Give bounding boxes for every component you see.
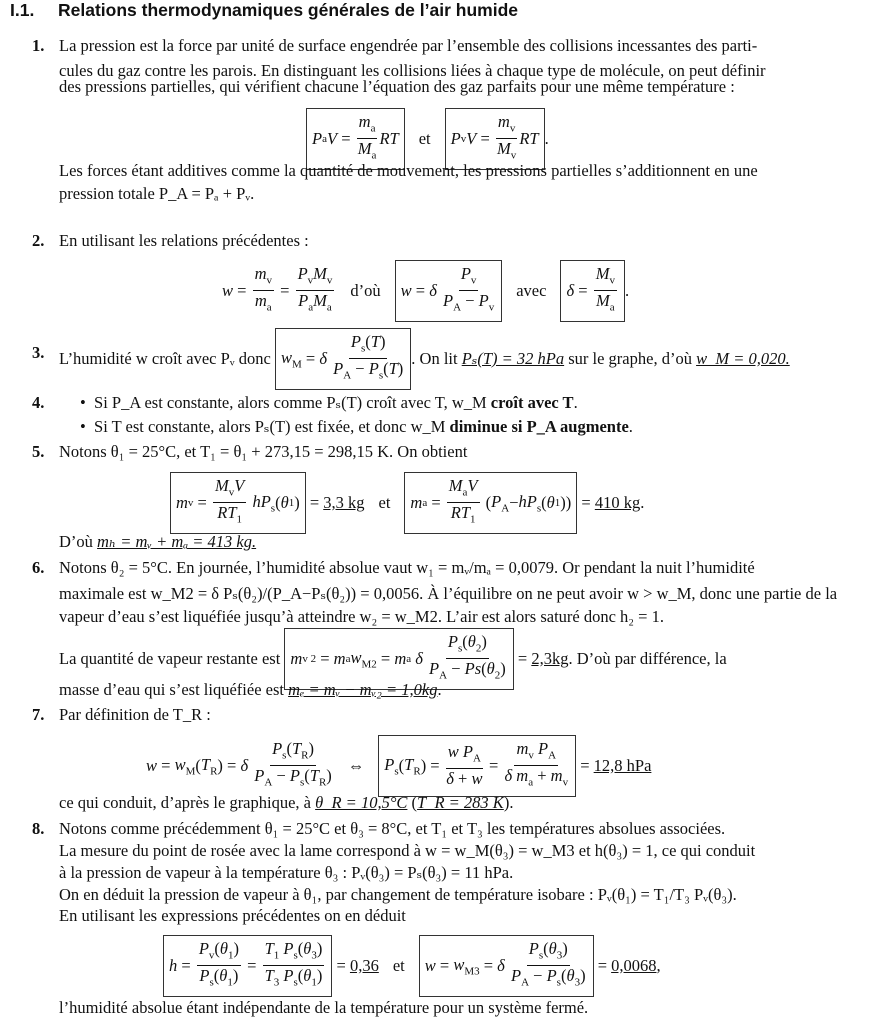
ma-result: 410 kg: [594, 492, 641, 512]
equation-box-air: P a V = $\frac{m_a}{M_a}$ RT: [306, 108, 405, 170]
equation-box-delta: δ = $\frac{M_v}{M_a}$: [560, 260, 624, 322]
item-number-5: 5.: [32, 442, 45, 461]
item-number-3: 3.: [32, 343, 45, 362]
equation-box-wm: $w_M$ = δ $\frac{P_s(T)}{P_A - P_s(T)}$: [275, 328, 411, 390]
wm-result: w_M = 0,020.: [696, 348, 790, 368]
item4-bullet1: • Si P_A est constante, alors comme Pₛ(T) croît avec T, w_M croît avec T.: [80, 393, 578, 412]
item-number-2: 2.: [32, 231, 45, 250]
item1-line2: cules du gaz contre les parois. En distinguant les collisions liées à chaque type de molécule, on peut définir: [59, 61, 766, 80]
me-result: mₑ = mᵥ − mᵥ₂ = 1,0kg: [288, 680, 438, 699]
item-number-4: 4.: [32, 393, 45, 412]
item8-line2: La mesure du point de rosée avec la lame correspond à w = w_M(θ₃) = w_M3 et h(θ₃) = 1, ce qui conduit: [59, 841, 756, 860]
equation-box-vapor: P v V = $\frac{m_v}{M_v}$ RT: [445, 108, 545, 170]
dew-point-equation: w = $w_M$ ( $T_R$ ) = δ $\frac{P_s(T_R)}{P_A - P_s(T_R)}$ ⇔ $P_s$ ( $T_R$ ) = $\frac{w P_A}{\delta + w}$ = $\frac{m_v P_A}{\delta m_a + m_v}$ = 12,8 hPa: [146, 735, 651, 797]
bullet1-text: Si P_A est constante, alors comme Pₛ(T) croît avec T, w_M: [94, 393, 487, 412]
mass-equations: m v = $\frac{M_vV}{RT_1}$ $hP_s$ ( θ 1 ) = 3,3 kg et m a = $\frac{M_aV}{RT_1}$ ( $P_A$ − $hP_s$ ( θ 1 )) = 410 kg .: [170, 472, 644, 534]
item-number-7: 7.: [32, 705, 45, 724]
bullet1-post: .: [573, 393, 578, 412]
mv-result: 3,3 kg: [323, 492, 365, 512]
equation-box-w: w = δ $\frac{P_v}{P_A - P_v}$: [395, 260, 503, 322]
ps-tr-result: 12,8 hPa: [593, 755, 652, 775]
item4-bullet2: • Si T est constante, alors Pₛ(T) est fixée, et donc w_M diminue si P_A augmente.: [80, 417, 633, 436]
bullet1-bold: croît avec T: [490, 393, 574, 412]
item1-line3: [59, 76, 735, 98]
item-number-6: 6.: [32, 558, 45, 577]
item7-line1: Par définition de T_R :: [59, 705, 211, 724]
after-text: ce qui conduit, d’après le graphique, à: [59, 793, 311, 812]
item3-line: [59, 328, 790, 390]
eq-separator: et: [378, 492, 391, 512]
item6-line1: Notons θ₂ = 5°C. En journée, l’humidité absolue vaut w₁ = mᵥ/mₐ = 0,0079. Or pendant la nuit l’humidité: [59, 558, 755, 577]
avec-text: avec: [516, 280, 547, 300]
bullet2-text: Si T est constante, alors Pₛ(T) est fixée, et donc w_M: [94, 417, 446, 436]
item7-after: ce qui conduit, d’après le graphique, à θ_R = 10,5°C (T_R = 283 K).: [59, 793, 514, 812]
section-title: Relations thermodynamiques générales de l’air humide: [58, 0, 518, 20]
t-r-result: T_R = 283 K: [417, 793, 504, 812]
dou-text: D’où: [59, 532, 93, 551]
item6-line2: maximale est w_M2 = δ Pₛ(θ₂)/(P_A−Pₛ(θ₂)) = 0,0056. À l’équilibre on ne peut avoir w > w_M, donc une partie de la: [59, 584, 838, 603]
equation-box-ps-tr: $P_s$ ( $T_R$ ) = $\frac{w P_A}{\delta + w}$ = $\frac{m_v P_A}{\delta m_a + m_v}$: [378, 735, 576, 797]
bullet2-post: .: [628, 417, 633, 436]
item8-last: l’humidité absolue étant indépendante de la température pour un système fermé.: [59, 998, 589, 1017]
w-result: 0,0068: [611, 955, 657, 975]
rest-post: . D’où par différence, la: [568, 648, 727, 668]
item6-rest: La quantité de vapeur restante est m v 2 = m a $w_{M2}$ = m a δ $\frac{P_s(\theta_2)}{P_A - Ps(\theta_2)}$ = 2,3kg . D’où par différence, la: [59, 628, 727, 690]
bullet2-bold: diminue si P_A augmente: [449, 417, 629, 436]
item-number-1: 1.: [32, 36, 45, 55]
item1-after1: Les forces étant additives comme la quantité de mouvement, les pressions partielles s’additionnent en une: [59, 161, 758, 180]
item8-line4: On en déduit la pression de vapeur à θ₁, par changement de température isobare : Pᵥ(θ₁) = T₁/T₃ Pᵥ(θ₃).: [59, 885, 737, 904]
equation-box-wm3: w = $w_{M3}$ = δ $\frac{P_s(\theta_3)}{P_A - P_s(\theta_3)}$: [419, 935, 594, 997]
item3-text-b: . On lit: [411, 348, 458, 368]
rest-text: La quantité de vapeur restante est: [59, 648, 281, 668]
item1-line3-text: des pressions partielles, qui vérifient chacune l’équation des gaz parfaits pour une même température :: [59, 77, 735, 96]
item8-line3: à la pression de vapeur à la température θ₃ : Pᵥ(θ₃) = Pₛ(θ₃) = 11 hPa.: [59, 863, 514, 882]
eq-separator: et: [392, 955, 405, 975]
dou-text: d’où: [350, 280, 381, 300]
item-number-8: 8.: [32, 819, 45, 838]
equation-box-mv2: m v 2 = m a $w_{M2}$ = m a δ $\frac{P_s(\theta_2)}{P_A - Ps(\theta_2)}$: [284, 628, 513, 690]
item2-line1: En utilisant les relations précédentes :: [59, 231, 309, 250]
item8-line5: En utilisant les expressions précédentes on en déduit: [59, 906, 406, 925]
equation-box-ma: m a = $\frac{M_aV}{RT_1}$ ( $P_A$ − $hP_s$ ( θ 1 )): [404, 472, 577, 534]
theta-r-result: θ_R = 10,5°C: [315, 793, 408, 812]
item6-final: masse d’eau qui s’est liquéfiée est mₑ = mᵥ − mᵥ₂ = 1,0kg.: [59, 680, 442, 699]
final-text: masse d’eau qui s’est liquéfiée est: [59, 680, 284, 699]
equation-box-h: h = $\frac{P_v(\theta_1)}{P_s(\theta_1)}$ = $\frac{T_1 P_s(\theta_3)}{T_3 P_s(\theta_1)}$: [163, 935, 332, 997]
item1-line1: La pression est la force par unité de surface engendrée par l’ensemble des collisions incessantes des parti-: [59, 36, 758, 55]
eq-separator: et: [418, 128, 431, 148]
mv2-result: 2,3kg: [531, 648, 569, 668]
item6-line3: vapeur d’eau s’est liquéfiée jusqu’à atteindre w₂ = w_M2. L’air est alors saturé donc h₂ = 1.: [59, 607, 664, 626]
item8-line1: Notons comme précédemment θ₁ = 25°C et θ₃ = 8°C, et T₁ et T₃ les températures absolues associées.: [59, 819, 726, 838]
h-result: 0,36: [349, 955, 379, 975]
equation-box-mv: m v = $\frac{M_vV}{RT_1}$ $hP_s$ ( θ 1 ): [170, 472, 306, 534]
ps-reading: Pₛ(T) = 32 hPa: [461, 348, 565, 368]
ideal-gas-equations: P a V = $\frac{m_a}{M_a}$ RT et P v V = $\frac{m_v}{M_v}$ RT .: [306, 108, 549, 170]
section-heading: [10, 0, 518, 21]
item3-text-c: sur le graphe, d’où: [568, 348, 692, 368]
section-number: I.1.: [10, 0, 35, 20]
item1-after2: pression totale P_A = Pₐ + Pᵥ.: [59, 184, 255, 203]
final-equations: h = $\frac{P_v(\theta_1)}{P_s(\theta_1)}$ = $\frac{T_1 P_s(\theta_3)}{T_3 P_s(\theta_1)}$ = 0,36 et w = $w_{M3}$ = δ $\frac{P_s(\theta_3)}{P_A - P_s(\theta_3)}$ = 0,0068 ,: [163, 935, 661, 997]
mh-result: mₕ = mᵥ + mₐ = 413 kg.: [97, 532, 257, 551]
item3-text-a: L’humidité w croît avec Pᵥ donc: [59, 348, 271, 368]
item5-line1: Notons θ₁ = 25°C, et T₁ = θ₁ + 273,15 = 298,15 K. On obtient: [59, 442, 468, 461]
humidity-equation: w = $\frac{m_v}{m_a}$ = $\frac{P_vM_v}{P_aM_a}$ d’où w = δ $\frac{P_v}{P_A - P_v}$ avec δ = $\frac{M_v}{M_a}$ .: [222, 260, 629, 322]
item5-after: [59, 531, 256, 553]
